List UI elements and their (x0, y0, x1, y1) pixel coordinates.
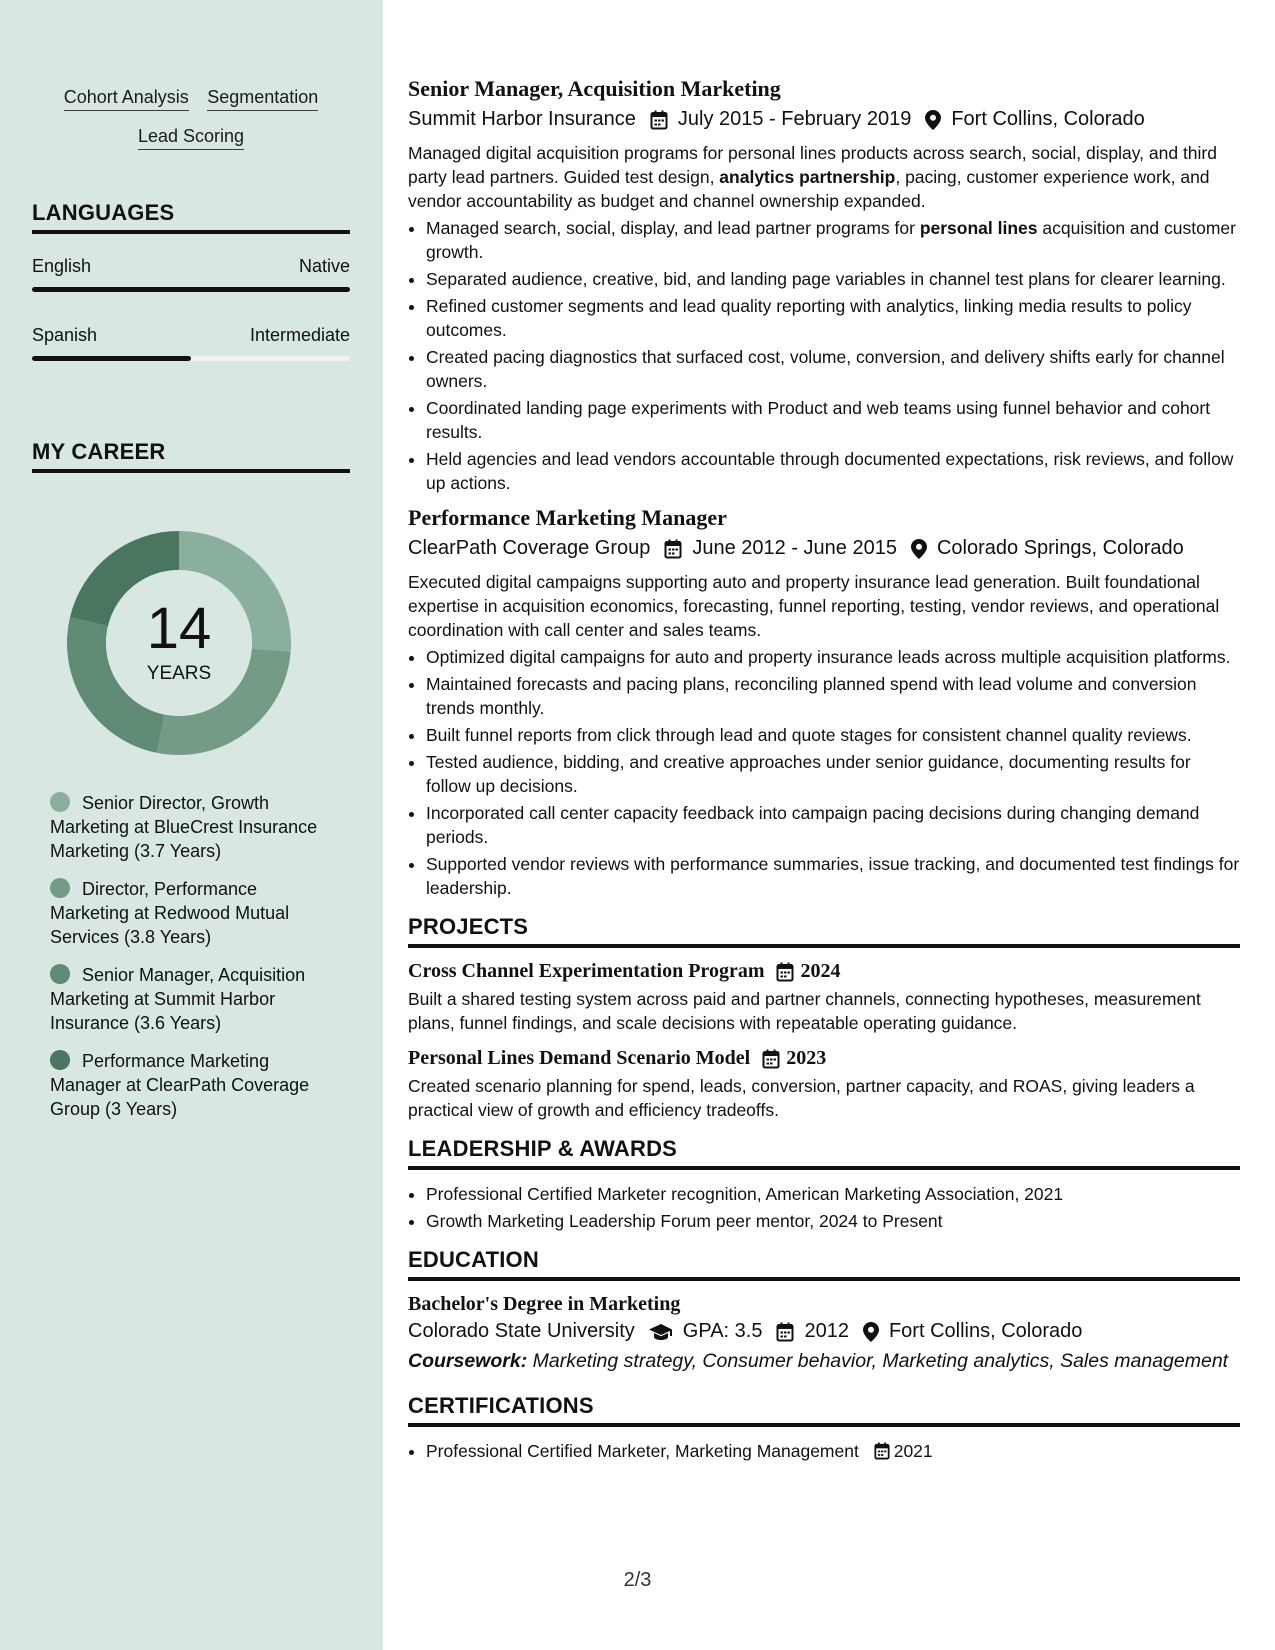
calendar-icon (762, 1049, 780, 1069)
language-level: Native (298, 256, 350, 276)
skill-tag: Lead Scoring (138, 125, 244, 150)
school-location: Fort Collins, Colorado (888, 1320, 1083, 1342)
calendar-icon (650, 110, 668, 130)
job-bullet: • Optimized digital campaigns for auto and property insurance leads across multiple acquisition platforms. (426, 645, 1240, 669)
project-item (408, 960, 1240, 1035)
school-name: Colorado State University (408, 1320, 635, 1342)
awards-list (408, 1182, 1240, 1233)
job-bullets (408, 216, 1240, 495)
coursework-text: Marketing strategy, Consumer behavior, Marketing analytics, Sales management (527, 1350, 1229, 1372)
career-item-text: Senior Director, Growth Marketing at BlueCrest Insurance Marketing (3.7 Years) (50, 793, 318, 861)
job-bullet: • Created pacing diagnostics that surfaced cost, volume, conversion, and delivery shifts early for channel owners. (426, 345, 1240, 393)
project-title: Personal Lines Demand Scenario Model (408, 1047, 751, 1069)
skill-tag: Segmentation (207, 86, 318, 111)
coursework-label: Coursework: (408, 1350, 528, 1372)
job-bullets (408, 645, 1240, 900)
job-bullet: • Refined customer segments and lead quality reporting with analytics, linking media results to policy outcomes. (426, 294, 1240, 342)
job-bullet: • Supported vendor reviews with performance summaries, issue tracking, and documented test findings for leadership. (426, 852, 1240, 900)
project-desc: Built a shared testing system across paid and partner channels, connecting hypotheses, measurement plans, funnel findings, and scale decisions with repeatable operating guidance. (408, 989, 1201, 1033)
career-item-text: Senior Manager, Acquisition Marketing at Summit Harbor Insurance (3.6 Years) (50, 965, 306, 1033)
job-summary-text: , pacing, customer experience work, and vendor accountability as budget and channel ownership expanded. (408, 167, 1210, 211)
job-dates: June 2012 - June 2015 (692, 537, 897, 559)
career-years-label: YEARS (146, 663, 212, 684)
career-years-number: 14 (146, 596, 212, 661)
job-bullet-bold: personal lines (919, 218, 1038, 238)
project-item (408, 1047, 1240, 1122)
page-number: 2/3 (623, 1569, 652, 1591)
career-dot (50, 964, 70, 984)
job-summary-bold: analytics partnership (719, 167, 896, 187)
calendar-icon (776, 962, 794, 982)
language-item (32, 256, 350, 292)
certifications-heading: CERTIFICATIONS (408, 1393, 1240, 1427)
education-heading: EDUCATION (408, 1247, 1240, 1281)
sidebar (0, 0, 383, 1650)
language-proficiency-bar (32, 287, 350, 292)
job-title: Senior Manager, Acquisition Marketing (408, 76, 781, 101)
job-entry (408, 76, 1240, 495)
job-bullet-text: Managed search, social, display, and lead partner programs for (426, 218, 920, 238)
map-pin-icon (863, 1322, 879, 1342)
career-heading: MY CAREER (32, 439, 350, 473)
project-title: Cross Channel Experimentation Program (408, 960, 765, 982)
project-year: 2023 (786, 1047, 827, 1069)
map-pin-icon (925, 110, 941, 130)
job-entry (408, 505, 1240, 900)
career-item (50, 791, 340, 863)
job-summary-text: Managed digital acquisition programs for personal lines products across search, social, display, and third party lead partners. Guided test design, (408, 143, 1217, 187)
map-pin-icon (911, 539, 927, 559)
award-item: • Growth Marketing Leadership Forum peer mentor, 2024 to Present (426, 1209, 1240, 1233)
graduation-year: 2012 (804, 1320, 849, 1342)
certification-text: Professional Certified Marketer, Marketing Management (426, 1441, 859, 1461)
job-title: Performance Marketing Manager (408, 505, 727, 530)
language-name: English (32, 256, 92, 276)
job-bullet: • Incorporated call center capacity feedback into campaign pacing decisions during changing demand periods. (426, 801, 1240, 849)
career-item-text: Performance Marketing Manager at ClearPath Coverage Group (3 Years) (50, 1051, 310, 1119)
career-dot (50, 878, 70, 898)
career-dot (50, 792, 70, 812)
career-item (50, 1049, 340, 1121)
career-item (50, 963, 340, 1035)
career-item (50, 877, 340, 949)
job-bullet: • Coordinated landing page experiments with Product and web teams using funnel behavior and cohort results. (426, 396, 1240, 444)
job-location: Colorado Springs, Colorado (936, 537, 1184, 559)
job-meta (408, 537, 1240, 560)
project-title-row (408, 1047, 1240, 1070)
skill-tag: Cohort Analysis (64, 86, 189, 111)
coursework (408, 1349, 1240, 1373)
job-bullet: • Built funnel reports from click through lead and quote stages for consistent channel quality reviews. (426, 723, 1240, 747)
job-meta (408, 108, 1240, 131)
language-proficiency-fill (32, 356, 191, 361)
career-donut-chart (66, 530, 292, 756)
language-name: Spanish (32, 325, 98, 345)
language-item (32, 325, 350, 361)
languages-heading: LANGUAGES (32, 200, 350, 234)
skills-list (32, 86, 350, 164)
certifications-list (408, 1439, 1240, 1463)
job-company: Summit Harbor Insurance (408, 108, 636, 130)
job-bullet-text: acquisition and customer growth. (426, 218, 1236, 262)
project-desc: Created scenario planning for spend, leads, conversion, partner capacity, and ROAS, giving leaders a practical view of growth and efficiency tradeoffs. (408, 1076, 1195, 1120)
project-title-row (408, 960, 1240, 983)
job-summary (408, 141, 1240, 213)
education-meta (408, 1320, 1240, 1343)
award-item: • Professional Certified Marketer recognition, American Marketing Association, 2021 (426, 1182, 1240, 1206)
calendar-icon (664, 539, 682, 559)
language-proficiency-bar (32, 356, 350, 361)
career-dot (50, 1050, 70, 1070)
calendar-icon (776, 1322, 794, 1342)
graduation-cap-icon (649, 1323, 673, 1341)
gpa: GPA: 3.5 (682, 1320, 763, 1342)
certification-year: 2021 (893, 1441, 933, 1461)
language-proficiency-fill (32, 287, 350, 292)
career-item-text: Director, Performance Marketing at Redwood Mutual Services (3.8 Years) (50, 879, 290, 947)
awards-heading: LEADERSHIP & AWARDS (408, 1136, 1240, 1170)
job-bullet (426, 216, 1240, 264)
job-bullet: • Maintained forecasts and pacing plans, reconciling planned spend with lead volume and conversion trends monthly. (426, 672, 1240, 720)
job-bullet: • Held agencies and lead vendors accountable through documented expectations, risk reviews, and follow up actions. (426, 447, 1240, 495)
language-level: Intermediate (249, 325, 350, 345)
projects-heading: PROJECTS (408, 914, 1240, 948)
job-bullet: • Tested audience, bidding, and creative approaches under senior guidance, documenting results for follow up decisions. (426, 750, 1240, 798)
career-list (50, 791, 340, 1135)
calendar-icon (874, 1442, 890, 1460)
job-company: ClearPath Coverage Group (408, 537, 651, 559)
degree-title: Bachelor's Degree in Marketing (408, 1293, 681, 1315)
main-content (408, 76, 1240, 1473)
job-location: Fort Collins, Colorado (951, 108, 1145, 130)
job-summary: Executed digital campaigns supporting auto and property insurance lead generation. Built foundational expertise in acquisition economics, forecasting, funnel reporting, testing, vendor reviews, and operational coordination with call center and sales teams. (408, 572, 1220, 640)
job-dates: July 2015 - February 2019 (677, 108, 912, 130)
project-year: 2024 (800, 960, 841, 982)
certification-item (426, 1439, 1240, 1463)
job-bullet: • Separated audience, creative, bid, and landing page variables in channel test plans for clearer learning. (426, 267, 1240, 291)
